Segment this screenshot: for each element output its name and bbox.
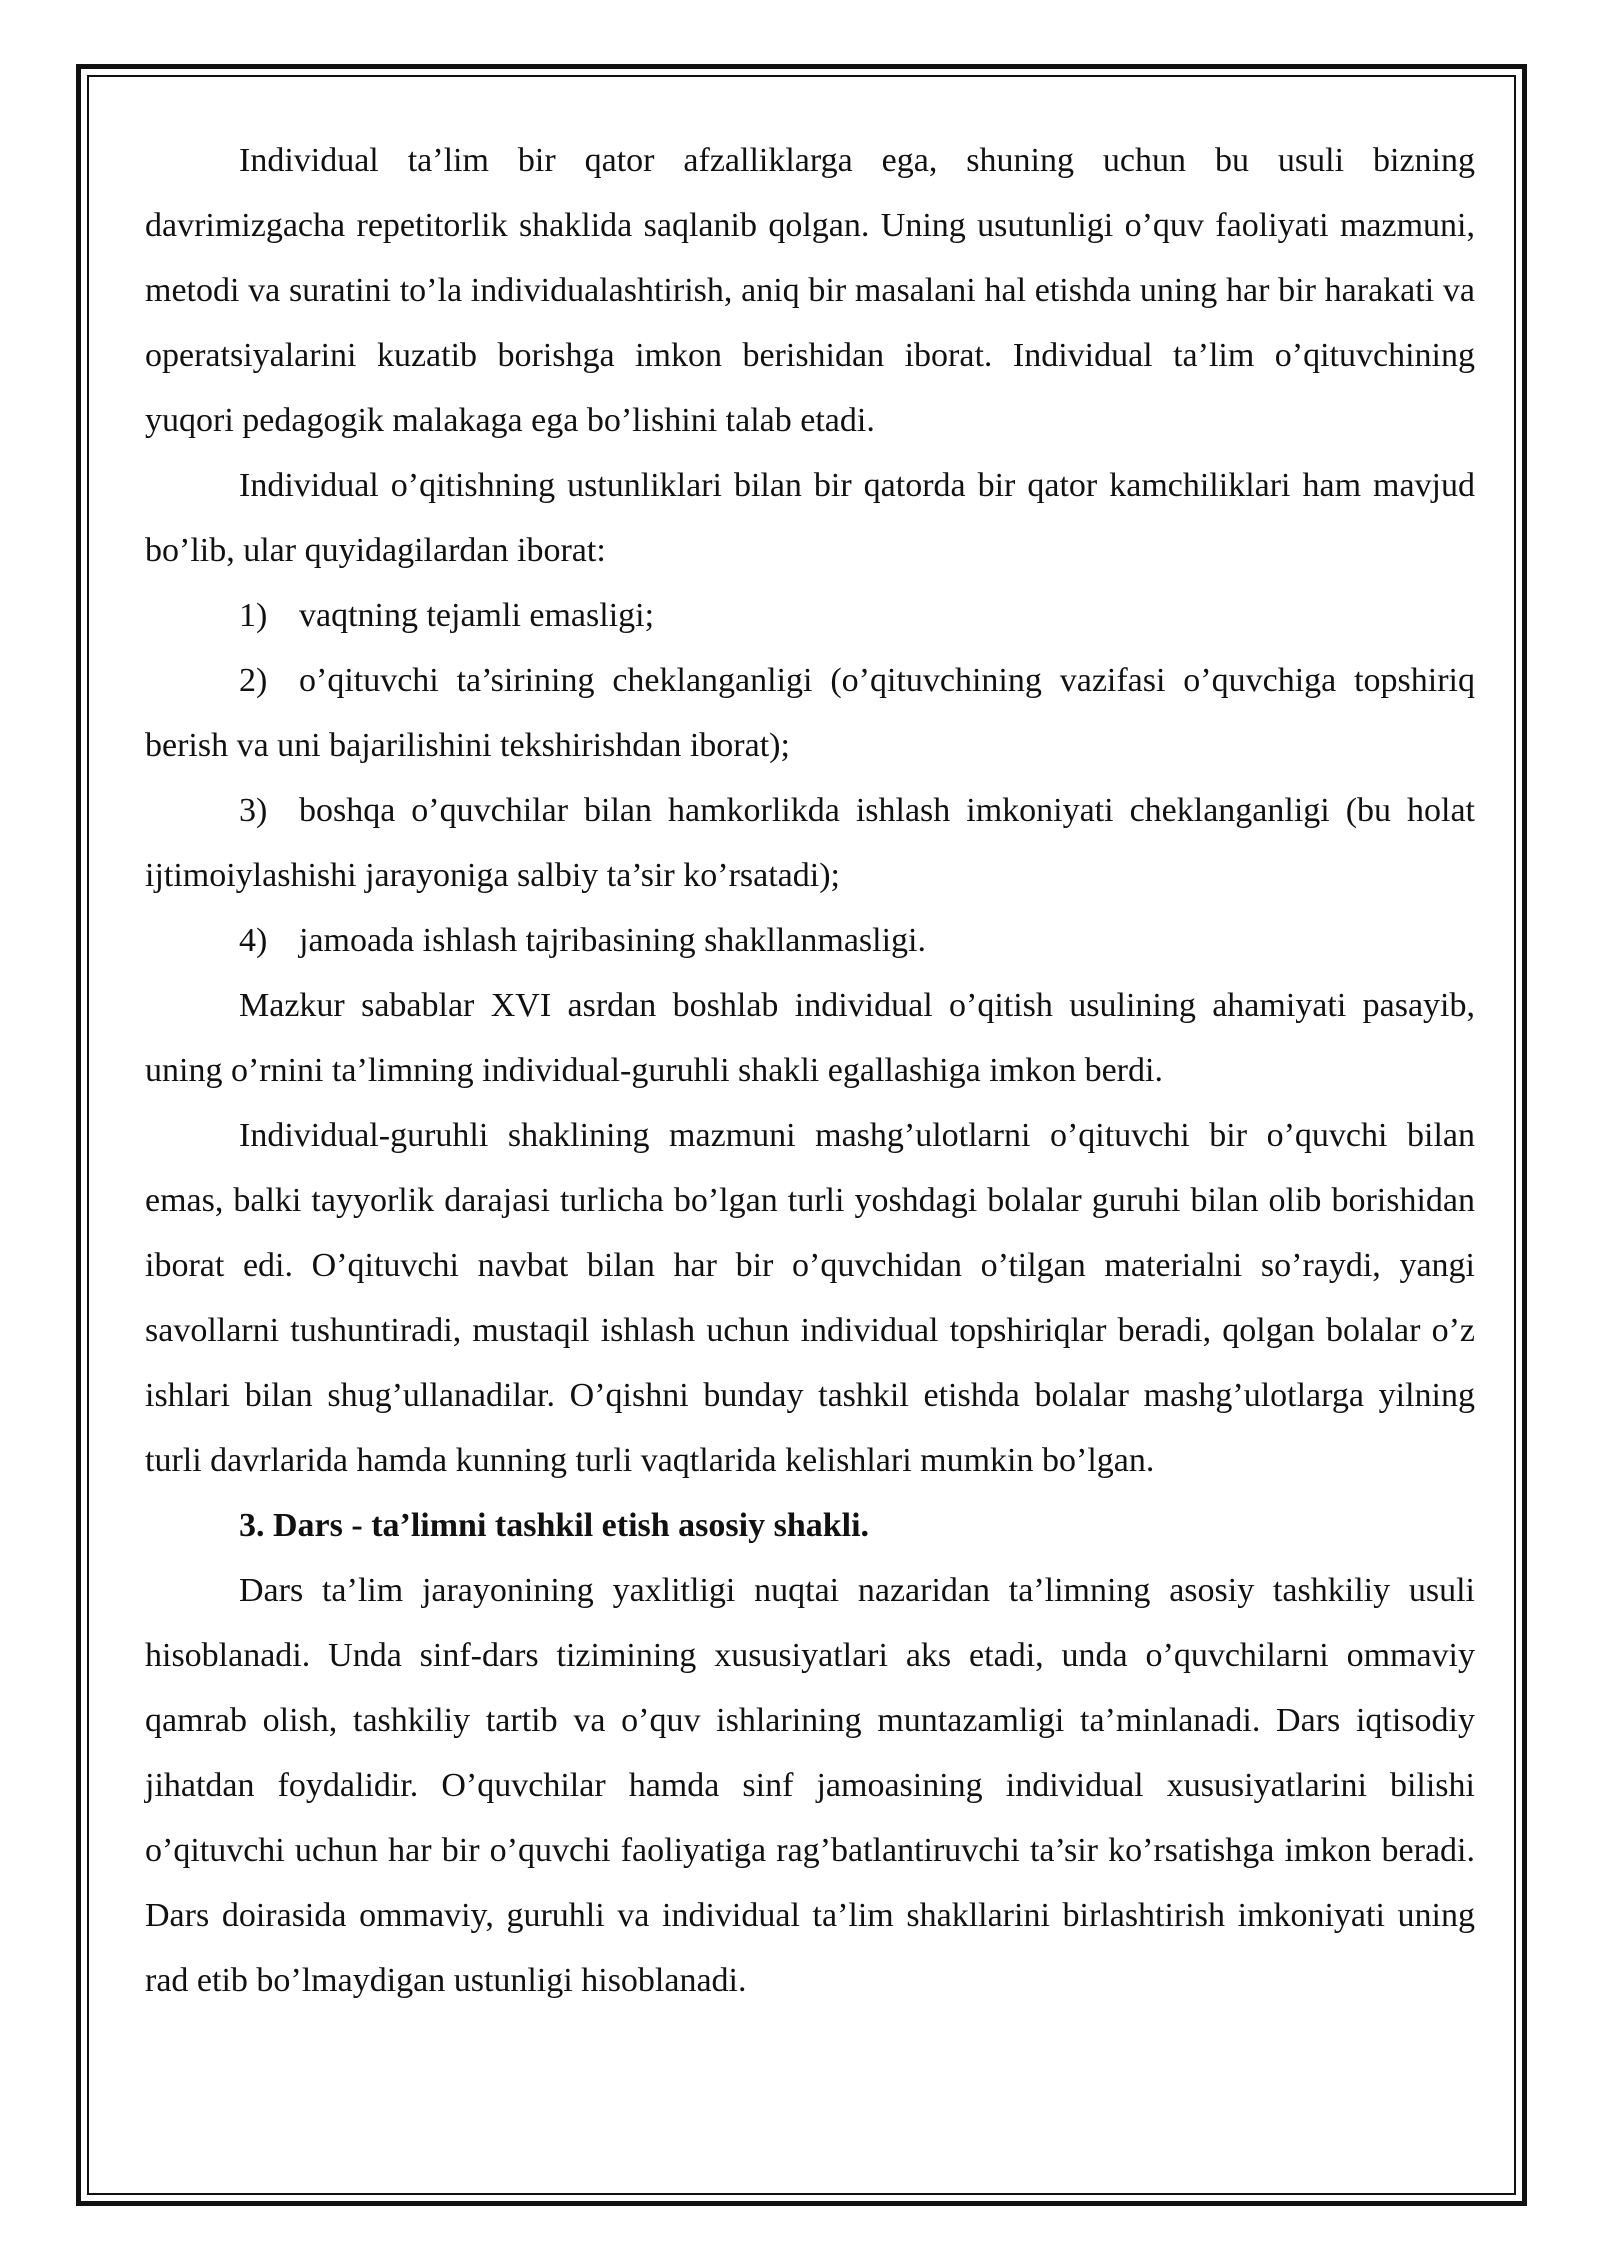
list-item-number: 2) [239, 662, 268, 699]
list-item-text: vaqtning tejamli emasligi; [299, 597, 655, 634]
list-item [145, 648, 1475, 778]
paragraph-individual-education: Individual ta’lim bir qator afzalliklarga ega, shuning uchun bu usuli bizning davrimizgacha repetitorlik shaklida saqlanib qolgan. Uning usutunligi o’quv faoliyati mazmuni, metodi va suratini to’la individualashtirish, aniq bir masalani hal etishda uning har bir harakati va operatsiyalarini kuzatib borishga imkon berishidan iborat. Individual ta’lim o’qituvchining yuqori pedagogik malakaga ega bo’lishini talab etadi. [145, 142, 1475, 439]
list-item-number: 1) [239, 597, 268, 634]
list-item-text: jamoada ishlash tajribasining shakllanmasligi. [299, 922, 926, 959]
list-item [145, 583, 1475, 648]
list-item-number: 3) [239, 792, 268, 829]
paragraph-reasons: Mazkur sabablar XVI asrdan boshlab individual o’qitish usulining ahamiyati pasayib, uning o’rnini ta’limning individual-guruhli shakli egallashiga imkon berdi. [145, 987, 1475, 1089]
list-item-number: 4) [239, 922, 268, 959]
list-item [145, 908, 1475, 973]
list-item-text: o’qituvchi ta’sirining cheklanganligi (o’qituvchining vazifasi o’quvchiga topshiriq berish va uni bajarilishini tekshirishdan iborat); [145, 662, 1475, 764]
document-body [145, 128, 1475, 2013]
paragraph-shortcomings-intro: Individual o’qitishning ustunliklari bilan bir qatorda bir qator kamchiliklari ham mavjud bo’lib, ular quyidagilardan iborat: [145, 467, 1475, 569]
section-heading: 3. Dars - ta’limni tashkil etish asosiy shakli. [239, 1507, 870, 1544]
paragraph-individual-group-form: Individual-guruhli shaklining mazmuni mashg’ulotlarni o’qituvchi bir o’quvchi bilan emas, balki tayyorlik darajasi turlicha bo’lgan turli yoshdagi bolalar guruhi bilan olib borishidan iborat edi. O’qituvchi navbat bilan har bir o’quvchidan o’tilgan materialni so’raydi, yangi savollarni tushuntiradi, mustaqil ishlash uchun individual topshiriqlar beradi, qolgan bolalar o’z ishlari bilan shug’ullanadilar. O’qishni bunday tashkil etishda bolalar mashg’ulotlarga yilning turli davrlarida hamda kunning turli vaqtlarida kelishlari mumkin bo’lgan. [145, 1117, 1475, 1479]
list-item-text: boshqa o’quvchilar bilan hamkorlikda ishlash imkoniyati cheklanganligi (bu holat ijtimoiylashishi jarayoniga salbiy ta’sir ko’rsatadi); [145, 792, 1475, 894]
list-item [145, 778, 1475, 908]
paragraph-lesson: Dars ta’lim jarayonining yaxlitligi nuqtai nazaridan ta’limning asosiy tashkiliy usuli hisoblanadi. Unda sinf-dars tizimining xususiyatlari aks etadi, unda o’quvchilarni ommaviy qamrab olish, tashkiliy tartib va o’quv ishlarining muntazamligi ta’minlanadi. Dars iqtisodiy jihatdan foydalidir. O’quvchilar hamda sinf jamoasining individual xususiyatlarini bilishi o’qituvchi uchun har bir o’quvchi faoliyatiga rag’batlantiruvchi ta’sir ko’rsatishga imkon beradi. Dars doirasida ommaviy, guruhli va individual ta’lim shakllarini birlashtirish imkoniyati uning rad etib bo’lmaydigan ustunligi hisoblanadi. [145, 1572, 1475, 1999]
